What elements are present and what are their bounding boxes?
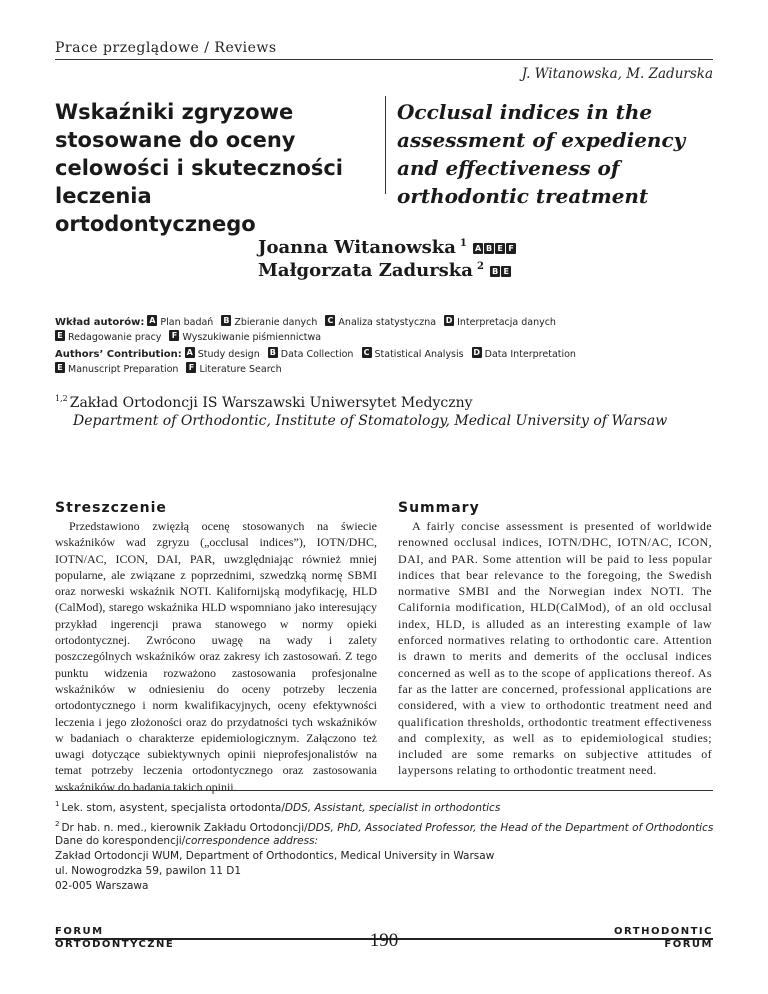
author-role-badges (490, 260, 512, 281)
correspondence-label-english: correspondence address: (185, 835, 319, 847)
title-divider (385, 96, 386, 194)
footnote-english: DDS, PhD, Associated Professor, the Head of the Department of Orthodontics (307, 822, 714, 834)
role-badge: E (495, 243, 505, 254)
correspondence-address (55, 834, 494, 894)
role-badge: F (186, 362, 196, 373)
abstract-polish: Przedstawiono zwięzłą ocenę stosowanych na świecie wskaźników wad zgryzu („occlusal indices”), IOTN/DHC, IOTN/AC, ICON, DAI, PAR, uwzględniając również mniej popularne, ale związane z poprzednimi, szwedzką normę SBMI oraz norweski wskaźnik NOTI. Kalifornijską modyfikację, HLD (CalMod), starego wskaźnika HLD wspomniano jako interesujący przykład ingerencji prawa stanowego w normy opieki ortodontycznej. Zwrócono uwagę na wady i zalety poszczególnych wskaźników oraz zakresy ich zastosowań. Z tego punktu widzenia rozważono zastosowania profesjonalne wskaźników w odniesieniu do oceny potrzeby leczenia ortodontycznego i norm kwalifikacyjnych, oceny efektywności leczenia i jego złożoności oraz do przydatności tych wskaźników w badaniach o charakterze epidemiologicznym. Załączono też uwagi dotyczące subiektywnych opinii nieprofesjonalistów na temat potrzeby leczenia ortodontycznego oraz zastosowania wskaźników do badania takich opinii. (55, 519, 377, 794)
footnote-mark: 1 (55, 800, 60, 808)
abstract-heading-english: Summary (398, 500, 480, 516)
author-1 (258, 237, 517, 258)
role-badge: B (223, 316, 230, 325)
author-2 (258, 260, 512, 281)
role-badge: C (362, 347, 372, 358)
contribution-item: Interpretacja danych (457, 317, 556, 328)
address-line: ul. Nowogrodzka 59, pawilon 11 D1 (55, 865, 241, 877)
footnotes (55, 796, 713, 836)
contribution-item: Redagowanie pracy (68, 332, 162, 343)
role-badge: B (269, 348, 276, 357)
author-name: Małgorzata Zadurska (258, 260, 473, 281)
journal-section-label: Prace przeglądowe / Reviews (55, 40, 277, 56)
footnote-english: DDS, Assistant, specialist in orthodontics (284, 802, 501, 814)
role-badge: A (186, 348, 193, 357)
footer-text: ORTHODONTIC (614, 926, 713, 937)
contribution-english (55, 347, 715, 377)
footnote-polish: Dr hab. n. med., kierownik Zakładu Ortodoncji/ (61, 822, 308, 834)
contribution-polish (55, 315, 715, 345)
contribution-item: Plan badań (160, 317, 214, 328)
contribution-item: Analiza statystyczna (338, 317, 437, 328)
author-affiliation-mark: 2 (476, 261, 484, 272)
abstract-english: A fairly concise assessment is presented of worldwide renowned occlusal indices, IOTN/DHC, IOTN/AC, ICON, DAI, and PAR. Some attention will be paid to less popular indices that bear relevance to the foregoing, the Swedish normative SMBI and the Norwegian index NOTI. The California modification, HLD(CalMod), of an old occlusal index, HLD, is alluded as an interesting example of law enforced normatives relating to orthodontic care. Attention is drawn to merits and demerits of the occlusal indices concerned as well as to the scope of applications thereof. As far as the latter are concerned, professional applications are considered, with a view to orthodontic treatment need and qualification thresholds, orthodontic treatment effectiveness and complexity, as well as to epidemiological studies; included are some remarks on subjective attitudes of laypersons relating to orthodontic treatment need. (398, 519, 712, 778)
affiliation-mark: 1,2 (55, 394, 68, 403)
author-role-badges (473, 237, 517, 258)
contribution-item: Zbieranie danych (234, 317, 318, 328)
affiliation-english: Department of Orthodontic, Institute of Stomatology, Medical University of Warsaw (73, 413, 668, 429)
footnote-rule (55, 790, 713, 791)
contribution-item: Manuscript Preparation (68, 364, 179, 375)
contribution-item: Data Collection (280, 349, 354, 360)
affiliation (55, 390, 667, 430)
role-badge: A (475, 244, 482, 253)
address-line: 02-005 Warszawa (55, 880, 149, 892)
footnote-mark: 2 (55, 820, 60, 828)
running-authors: J. Witanowska, M. Zadurska (521, 66, 713, 82)
contribution-item: Data Interpretation (484, 349, 576, 360)
footer-text: FORUM (664, 939, 713, 950)
role-badge: F (169, 330, 179, 341)
footer-text: ORTODONTYCZNE (55, 939, 175, 950)
contribution-label: Wkład autorów: (55, 317, 145, 328)
role-badge: D (445, 316, 453, 325)
role-badge: B (486, 244, 493, 253)
contribution-item: Wyszukiwanie piśmiennictwa (182, 332, 322, 343)
role-badge: B (492, 267, 499, 276)
role-badge: C (325, 315, 335, 326)
role-badge: E (55, 330, 65, 341)
affiliation-polish: Zakład Ortodoncji IS Warszawski Uniwersytet Medyczny (69, 395, 473, 411)
page-number: 190 (369, 930, 399, 951)
correspondence-label-polish: Dane do korespondencji/ (55, 835, 186, 847)
header-rule (55, 59, 713, 60)
contribution-label: Authors’ Contribution: (55, 349, 182, 360)
footnote (55, 796, 713, 816)
role-badge: A (149, 316, 156, 325)
contribution-item: Study design (197, 349, 260, 360)
role-badge: E (55, 362, 65, 373)
author-name: Joanna Witanowska (258, 237, 456, 258)
role-badge: D (473, 348, 480, 357)
abstract-heading-polish: Streszczenie (55, 500, 167, 516)
footer-text: FORUM (55, 926, 104, 937)
title-polish: Wskaźniki zgryzowe stosowane do oceny celowości i skuteczności leczenia ortodontycznego (55, 100, 344, 236)
title-english: Occlusal indices in the assessment of expediency and effectiveness of orthodontic treatment (397, 100, 686, 208)
address-line: Zakład Ortodoncji WUM, Department of Orthodontics, Medical University in Warsaw (55, 850, 495, 862)
role-badge: E (501, 266, 511, 277)
role-badge: F (506, 243, 516, 254)
footer-journal-english (614, 925, 713, 951)
contribution-item: Literature Search (199, 364, 282, 375)
footnote-polish: Lek. stom, asystent, specjalista ortodonta/ (61, 802, 285, 814)
author-affiliation-mark: 1 (459, 238, 467, 249)
footnote (55, 816, 713, 836)
contribution-item: Statistical Analysis (374, 349, 464, 360)
